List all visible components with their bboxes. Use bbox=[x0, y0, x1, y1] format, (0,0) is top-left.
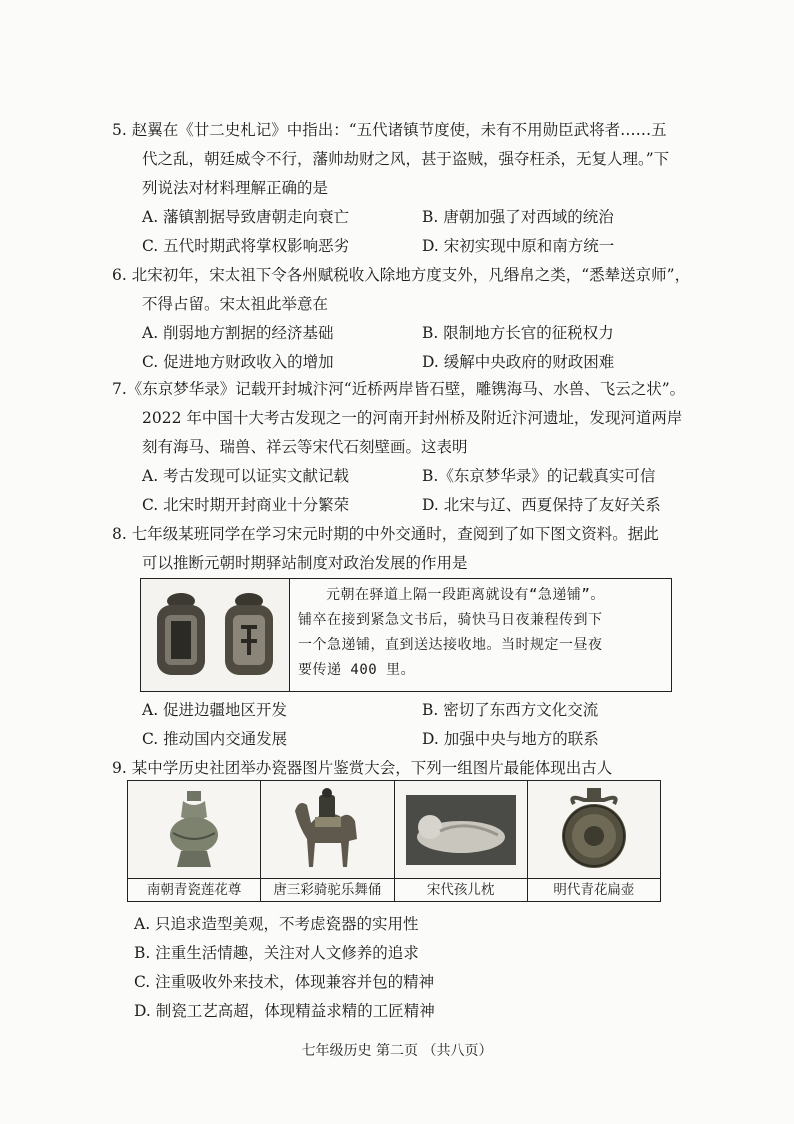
q6-options-row-2 bbox=[112, 348, 672, 377]
q8-box-line-1: 元朝在驿道上隔一段距离就设有“急递铺”。 bbox=[326, 587, 605, 603]
q9-cell-1 bbox=[128, 781, 261, 901]
q5-option-a[interactable]: A. 藩镇割据导致唐朝走向衰亡 bbox=[142, 208, 350, 226]
q9-cell-3 bbox=[395, 781, 528, 901]
q5-option-c[interactable]: C. 五代时期武将掌权影响恶劣 bbox=[142, 237, 350, 255]
question-7 bbox=[112, 375, 686, 520]
q6-option-b[interactable]: B. 限制地方长官的征税权力 bbox=[422, 324, 614, 342]
q8-option-d[interactable]: D. 加强中央与地方的联系 bbox=[422, 730, 599, 748]
q5-options-row-2 bbox=[112, 232, 672, 261]
q9-options bbox=[112, 910, 672, 1026]
q9-option-c[interactable]: C. 注重吸收外来技术，体现兼容并包的精神 bbox=[134, 973, 435, 991]
q6-line-1: 6. 北宋初年，宋太祖下令各州赋税收入除地方度支外，凡缗帛之类，“悉辇送京师”， bbox=[112, 266, 691, 284]
q5-option-d[interactable]: D. 宋初实现中原和南方统一 bbox=[422, 237, 615, 255]
q8-material-box bbox=[140, 578, 672, 692]
q7-options-row-1 bbox=[112, 462, 672, 491]
flask-vase-icon bbox=[554, 786, 634, 874]
q8-option-c[interactable]: C. 推动国内交通发展 bbox=[142, 730, 288, 748]
q8-line-1: 8. 七年级某班同学在学习宋元时期的中外交通时，查阅到了如下图文资料。据此 bbox=[112, 525, 659, 543]
q8-box-line-2: 铺卒在接到紧急文书后，骑快马日夜兼程传到下 bbox=[298, 612, 603, 628]
q8-paizi-image bbox=[141, 579, 290, 691]
q5-options-row-1 bbox=[112, 203, 672, 232]
q9-pic-4 bbox=[528, 781, 660, 879]
question-5 bbox=[112, 116, 672, 261]
q9-line-1: 9. 某中学历史社团举办瓷器图片鉴赏大会，下列一组图片最能体现出古人 bbox=[112, 759, 613, 777]
q8-options bbox=[112, 696, 672, 754]
q6-line-2: 不得占留。宋太祖此举意在 bbox=[142, 295, 329, 313]
q8-option-a[interactable]: A. 促进边疆地区开发 bbox=[142, 701, 288, 719]
q7-line-1: 7.《东京梦华录》记载开封城汴河“近桥两岸皆石壁，雕镌海马、水兽、飞云之状”。 bbox=[112, 380, 686, 398]
lotus-vase-icon bbox=[159, 787, 229, 873]
q9-cell-2 bbox=[261, 781, 394, 901]
q8-options-row-2 bbox=[112, 725, 672, 754]
q5-line-2: 代之乱，朝廷威令不行，藩帅劫财之风，甚于盗贼，强夺枉杀，无复人理。”下 bbox=[142, 150, 670, 168]
q5-line-1: 5. 赵翼在《廿二史札记》中指出：“五代诸镇节度使，未有不用勋臣武将者……五 bbox=[112, 121, 667, 139]
q7-option-c[interactable]: C. 北宋时期开封商业十分繁荣 bbox=[142, 496, 350, 514]
q7-line-2: 2022 年中国十大考古发现之一的河南开封州桥及附近汴河遗址，发现河道两岸 bbox=[142, 409, 683, 427]
q9-pic-3 bbox=[395, 781, 527, 879]
q9-pic-2 bbox=[261, 781, 393, 879]
page-footer: 七年级历史 第二页 （共八页） bbox=[301, 1043, 493, 1059]
q7-line-3: 刻有海马、瑞兽、祥云等宋代石刻壁画。这表明 bbox=[142, 438, 468, 456]
q9-porcelain-table bbox=[127, 780, 661, 902]
question-8 bbox=[112, 520, 672, 578]
q9-caption-3: 宋代孩儿枕 bbox=[426, 882, 495, 898]
q8-material-text bbox=[290, 579, 671, 691]
q6-option-d[interactable]: D. 缓解中央政府的财政困难 bbox=[422, 353, 615, 371]
q7-option-d[interactable]: D. 北宋与辽、西夏保持了友好关系 bbox=[422, 496, 661, 514]
q9-option-b[interactable]: B. 注重生活情趣，关注对人文修养的追求 bbox=[134, 944, 419, 962]
q6-option-a[interactable]: A. 削弱地方割据的经济基础 bbox=[142, 324, 334, 342]
child-pillow-icon bbox=[406, 795, 516, 865]
q8-box-line-4: 要传递 400 里。 bbox=[298, 662, 416, 678]
q7-option-a[interactable]: A. 考古发现可以证实文献记载 bbox=[142, 467, 350, 485]
q9-caption-4: 明代青花扁壶 bbox=[553, 882, 635, 898]
q8-options-row-1 bbox=[112, 696, 672, 725]
q9-caption-1: 南朝青瓷莲花尊 bbox=[146, 882, 242, 898]
q5-option-b[interactable]: B. 唐朝加强了对西域的统治 bbox=[422, 208, 614, 226]
tablet-icon bbox=[219, 591, 279, 679]
q7-options-row-2 bbox=[112, 491, 672, 520]
q9-option-d[interactable]: D. 制瓷工艺高超，体现精益求精的工匠精神 bbox=[134, 1002, 435, 1020]
camel-figure-icon bbox=[285, 787, 369, 873]
question-6 bbox=[112, 261, 691, 377]
q9-caption-2: 唐三彩骑驼乐舞俑 bbox=[273, 882, 382, 898]
q8-box-line-3: 一个急递铺，直到送达接收地。当时规定一昼夜 bbox=[298, 637, 603, 653]
q9-cell-4 bbox=[528, 781, 660, 901]
q9-pic-1 bbox=[128, 781, 260, 879]
q7-option-b[interactable]: B.《东京梦华录》的记载真实可信 bbox=[422, 467, 656, 485]
q8-option-b[interactable]: B. 密切了东西方文化交流 bbox=[422, 701, 599, 719]
q8-line-2: 可以推断元朝时期驿站制度对政治发展的作用是 bbox=[142, 554, 468, 572]
q6-option-c[interactable]: C. 促进地方财政收入的增加 bbox=[142, 353, 334, 371]
q9-option-a[interactable]: A. 只追求造型美观，不考虑瓷器的实用性 bbox=[134, 915, 419, 933]
tablet-icon bbox=[151, 591, 211, 679]
question-9 bbox=[112, 754, 672, 783]
q6-options-row-1 bbox=[112, 319, 672, 348]
q5-line-3: 列说法对材料理解正确的是 bbox=[142, 179, 329, 197]
